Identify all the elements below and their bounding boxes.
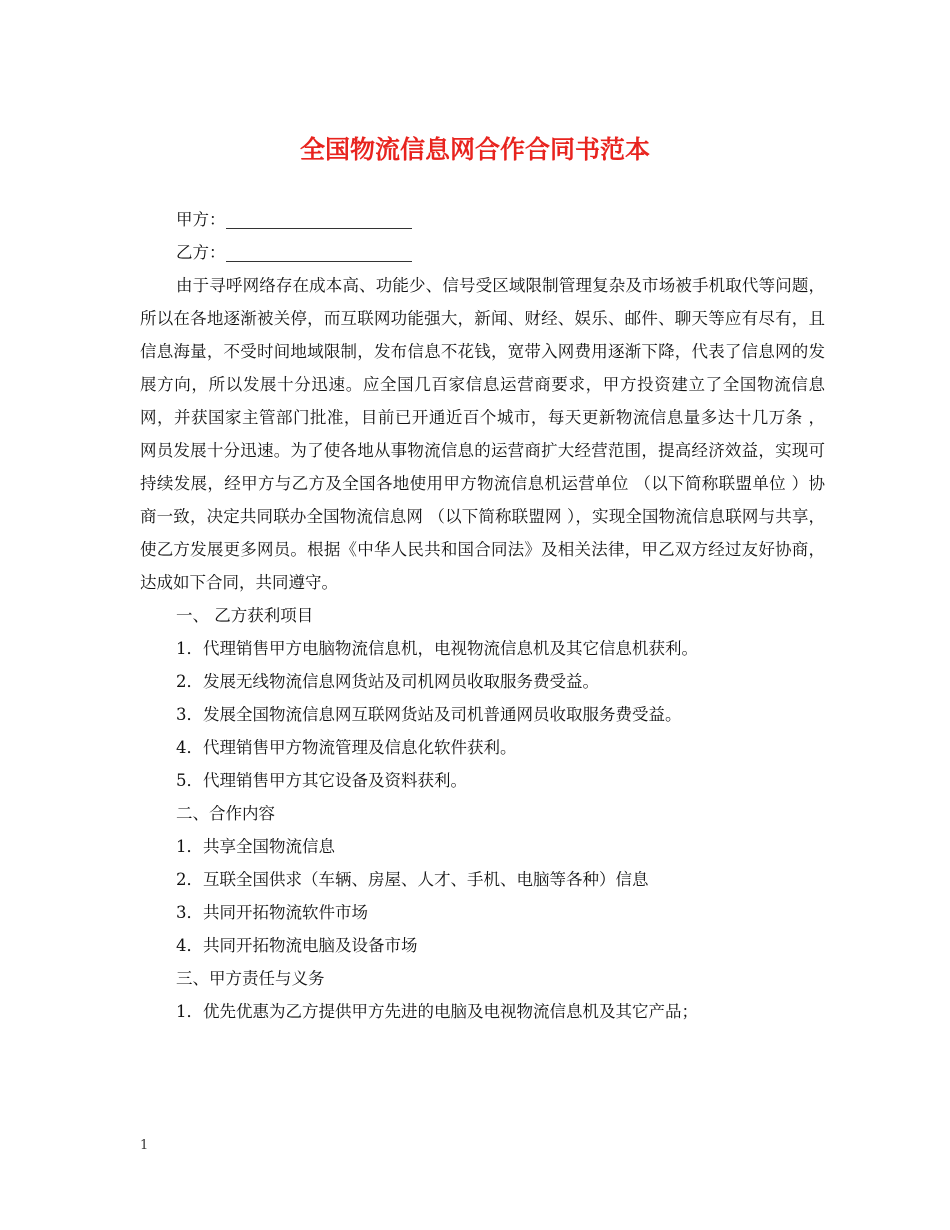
party-b-blank <box>226 241 412 262</box>
section-item: 5．代理销售甲方其它设备及资料获利。 <box>176 771 467 790</box>
party-a-line <box>140 203 825 236</box>
page-number: 1 <box>140 1138 149 1153</box>
section-item: 3．共同开拓物流软件市场 <box>176 903 368 922</box>
section-item: 1．共享全国物流信息 <box>176 837 335 856</box>
section-item: 4．共同开拓物流电脑及设备市场 <box>176 936 418 955</box>
section-item: 2．互联全国供求（车辆、房屋、人才、手机、电脑等各种）信息 <box>176 870 649 889</box>
party-b-line <box>140 236 825 269</box>
document-title: 全国物流信息网合作合同书范本 <box>299 135 650 164</box>
intro-paragraph: 由于寻呼网络存在成本高、功能少、信号受区域限制管理复杂及市场被手机取代等问题，所以在各地逐渐被关停，而互联网功能强大，新闻、财经、娱乐、邮件、聊天等应有尽有，且信息海量，不受时间地域限制，发布信息不花钱，宽带入网费用逐渐下降，代表了信息网的发展方向，所以发展十分迅速。应全国几百家信息运营商要求，甲方投资建立了全国物流信息网，并获国家主管部门批准，目前已开通近百个城市，每天更新物流信息量多达十几万条 ， 网员发展十分迅速。为了使各地从事物流信息的运营商扩大经营范围，提高经济效益，实现可持续发展，经甲方与乙方及全国各地使用甲方物流信息机运营单位 （以下简称联盟单位 ）协商一致，决定共同联办全国物流信息网 （以下简称联盟网 ），实现全国物流信息联网与共享，使乙方发展更多网员。根据《中华人民共和国合同法》及相关法律，甲乙双方经过友好协商，达成如下合同，共同遵守。 <box>140 276 825 592</box>
section-heading: 三、甲方责任与义务 <box>176 969 325 988</box>
party-a-label: 甲方： <box>176 210 226 229</box>
section-item: 1．代理销售甲方电脑物流信息机，电视物流信息机及其它信息机获利。 <box>176 639 698 658</box>
party-b-label: 乙方： <box>176 243 226 262</box>
section-item: 4．代理销售甲方物流管理及信息化软件获利。 <box>176 738 517 757</box>
section-heading: 一、 乙方获利项目 <box>176 606 314 625</box>
document-body <box>140 203 825 1028</box>
section-item: 1．优先优惠为乙方提供甲方先进的电脑及电视物流信息机及其它产品； <box>176 1002 698 1021</box>
section-item: 3．发展全国物流信息网互联网货站及司机普通网员收取服务费受益。 <box>176 705 682 724</box>
section-item: 2．发展无线物流信息网货站及司机网员收取服务费受益。 <box>176 672 599 691</box>
section-heading: 二、合作内容 <box>176 804 275 823</box>
party-a-blank <box>226 208 412 229</box>
